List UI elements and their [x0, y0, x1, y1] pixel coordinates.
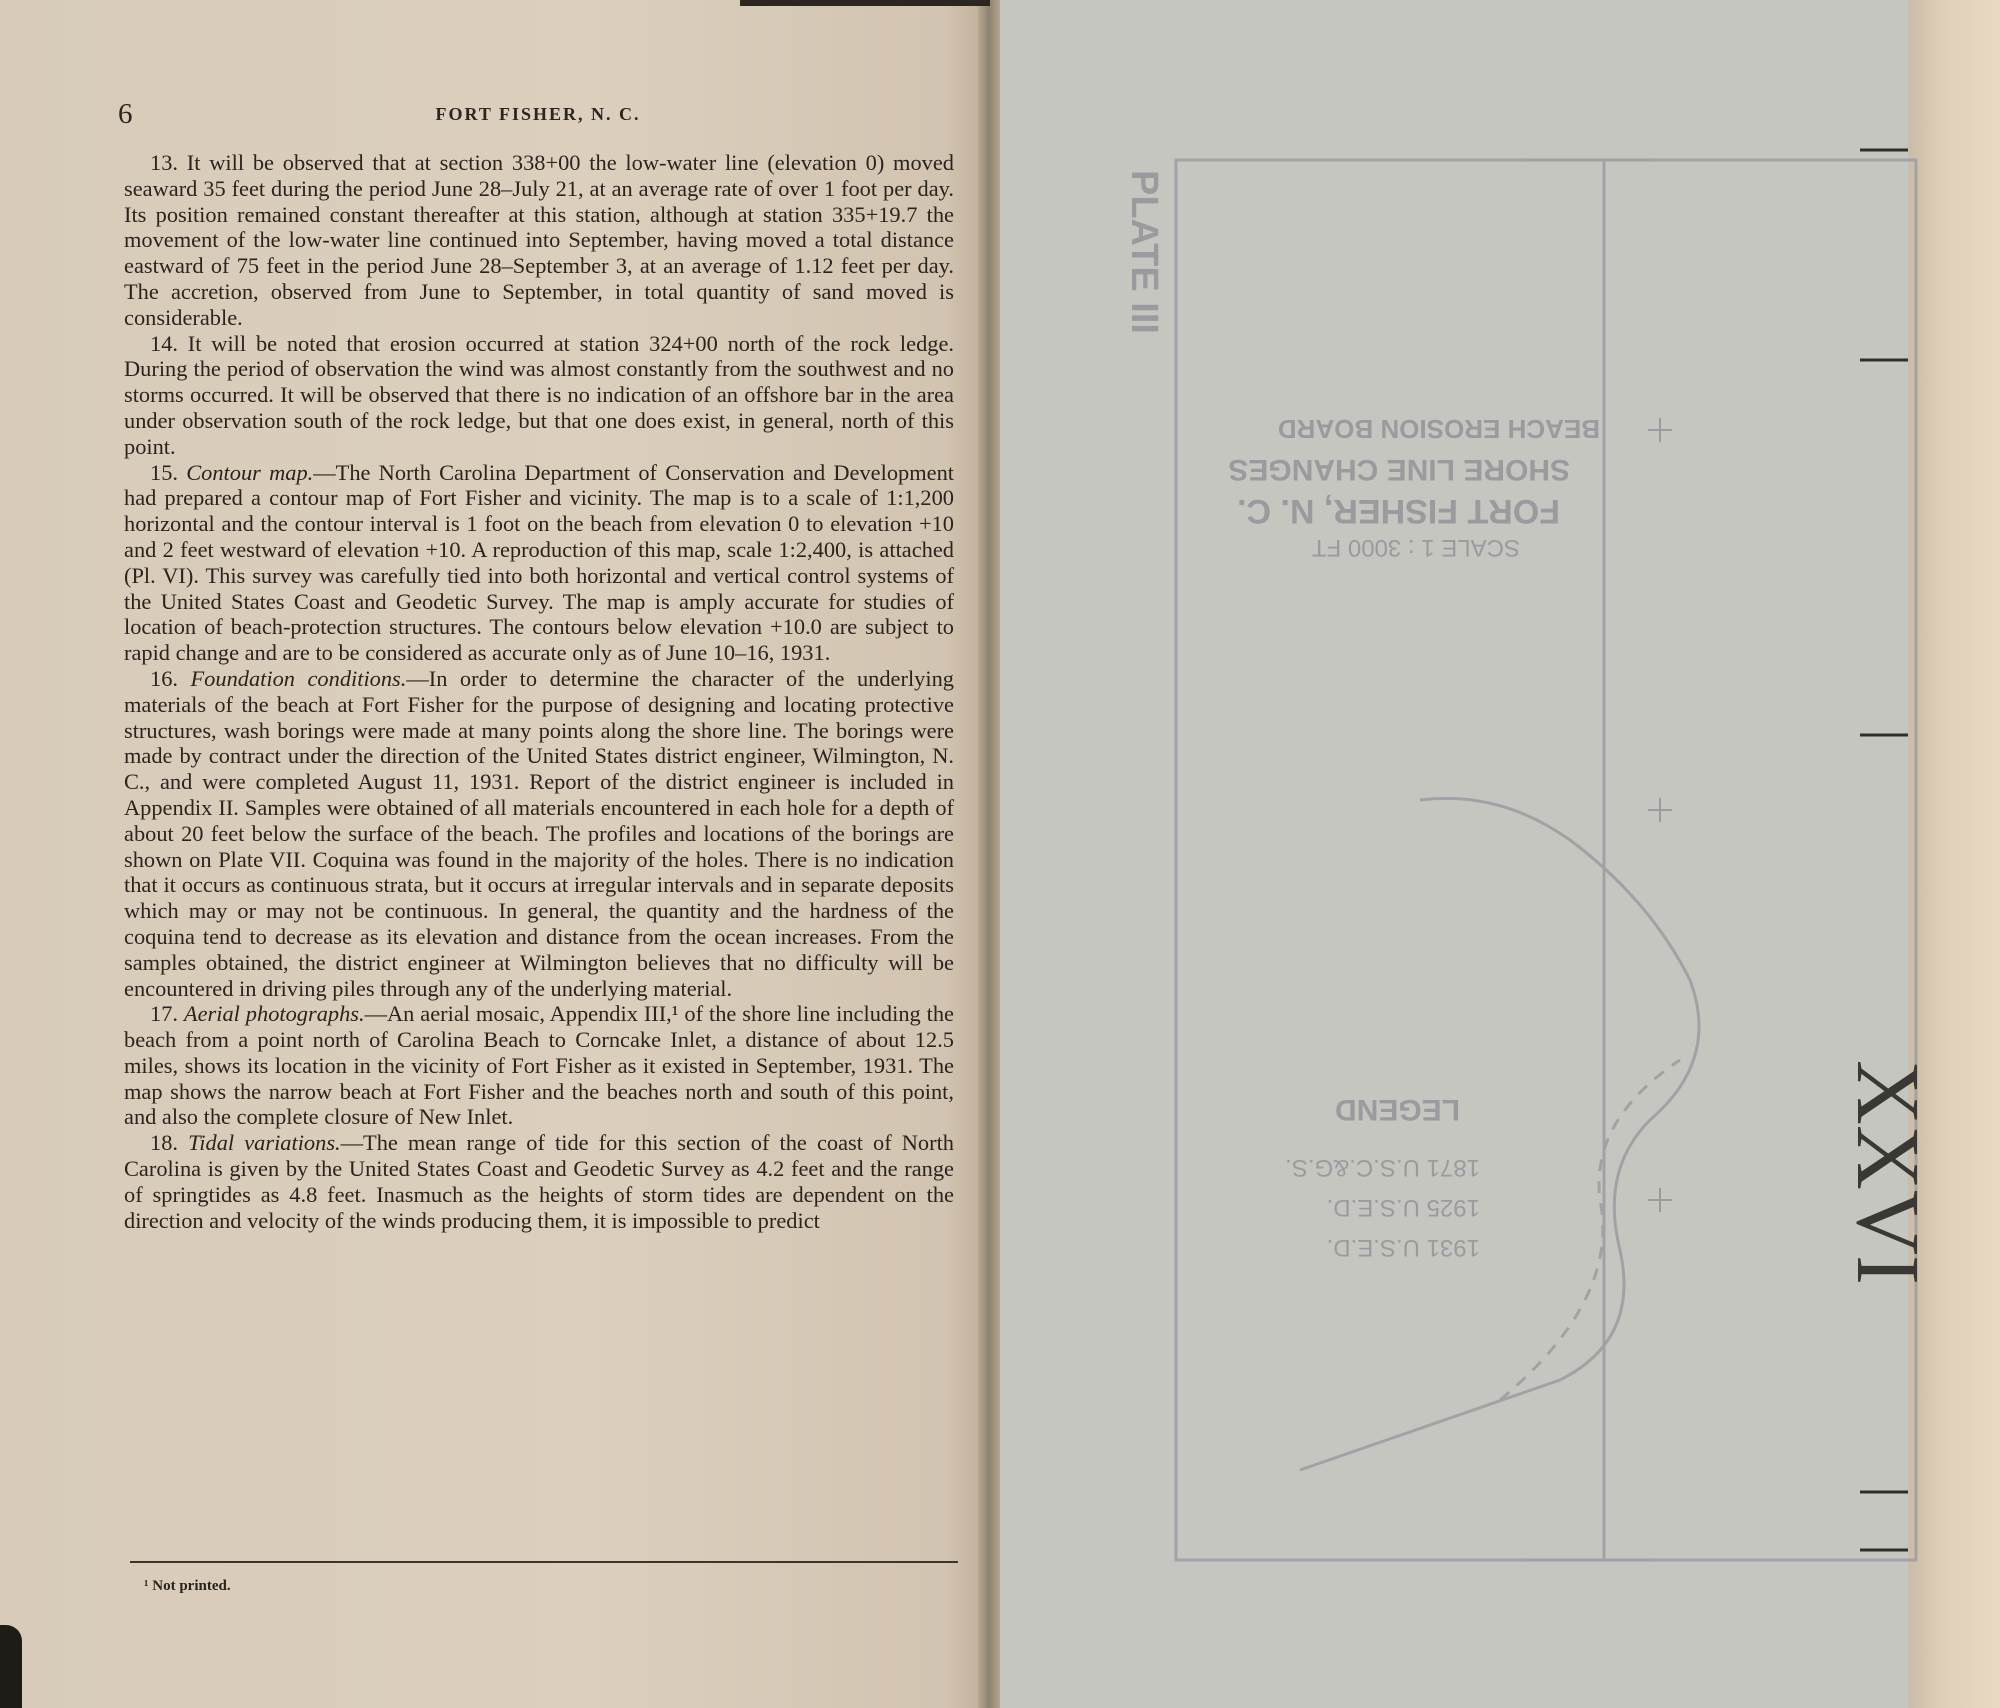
paragraph-17 — [124, 1001, 954, 1130]
legend-row: 1931 U.S.E.D. — [1326, 1234, 1480, 1261]
paragraph-text: —The North Carolina Department of Conservation and Development had prepared a contour map of Fort Fisher and vicinity. The map is to a scale of 1:1,200 horizontal and the contour interval is 1 foot on the beach from elevation 0 to elevation +10 and 2 feet westward of elevation +10. A reproduction of this map, scale 1:2,400, is attached (Pl. VI). This survey was carefully tied into both horizontal and vertical control systems of the United States Coast and Geodetic Survey. The map is amply accurate for studies of location of beach-protection structures. The contours below elevation +10.0 are subject to rapid change and are to be considered as accurate only as of June 10–16, 1931. — [124, 459, 954, 666]
margin-roman-numeral: XXVI — [1838, 1060, 1937, 1285]
plate-title-line: SCALE 1 : 3000 FT — [1311, 534, 1520, 561]
paragraph-18 — [124, 1130, 954, 1233]
paragraph-text: 13. It will be observed that at section 338+00 the low-water line (elevation 0) moved seaward 35 feet during the period June 28–July 21, at an average rate of over 1 foot per day. Its position remained constant thereafter at this station, although at station 335+19.7 the movement of the low-water line continued into September, having moved a total distance eastward of 75 feet in the period June 28–September 3, at an average of 1.12 feet per day. The accretion, observed from June to September, in total quantity of sand moved is considerable. — [124, 150, 954, 330]
paragraph-number: 17. — [150, 1001, 178, 1027]
paragraph-13 — [124, 150, 954, 331]
plate-label: PLATE III — [1123, 170, 1165, 334]
paragraph-text: —In order to determine the character of the underlying materials of the beach at Fort Fisher for the purpose of designing and locating protective structures, wash borings were made at many points along the shore line. The borings were made by contract under the direction of the United States district engineer, Wilmington, N. C., and were completed August 11, 1931. Report of the district engineer is included in Appendix II. Samples were obtained of all materials encountered in each hole for a depth of about 20 feet below the surface of the beach. The profiles and locations of the borings are shown on Plate VII. Coquina was found in the majority of the holes. There is no indication that it occurs as continuous strata, but it occurs at irregular intervals and in separate deposits which may or may not be continuous. In general, the quantity and the hardness of the coquina tend to decrease as its elevation and distance from the ocean increases. From the samples obtained, the district engineer at Wilmington believes that no difficulty will be encountered in driving piles through any of the underlying material. — [124, 665, 954, 1001]
paragraph-text: —The mean range of tide for this section of the coast of North Carolina is given by the United States Coast and Geodetic Survey as 4.2 feet and the range of springtides as 4.8 feet. Inasmuch as the heights of storm tides are dependent on the direction and velocity of the winds producing them, it is impossible to predict — [124, 1130, 955, 1233]
paragraph-heading: Foundation conditions. — [190, 665, 407, 691]
footnote: ¹ Not printed. — [144, 1578, 231, 1594]
legend-row: 1925 U.S.E.D. — [1326, 1194, 1480, 1221]
corner-shadow — [0, 1625, 22, 1708]
plate-bleedthrough — [1000, 0, 2000, 1708]
paragraph-heading: Contour map. — [186, 459, 314, 485]
paragraph-15 — [124, 460, 954, 666]
legend-title: LEGEND — [1334, 1093, 1460, 1126]
paragraph-14 — [124, 331, 954, 460]
paragraph-text: —An aerial mosaic, Appendix III,¹ of the shore line including the beach from a point north of Carolina Beach to Corncake Inlet, a distance of about 12.5 miles, shows its location in the vicinity of Fort Fisher as it existed in September, 1931. The map shows the narrow beach at Fort Fisher and the beaches north and south of this point, and also the complete closure of New Inlet. — [124, 1001, 954, 1130]
shoreline-curve-dashed — [1500, 1060, 1680, 1400]
plate-title-line: SHORE LINE CHANGES — [1228, 453, 1570, 486]
book-gutter — [978, 0, 1000, 1708]
body-text — [124, 150, 954, 1233]
plate-title-line: FORT FISHER, N. C. — [1237, 492, 1560, 530]
paragraph-number: 18. — [150, 1130, 178, 1156]
paragraph-16 — [124, 666, 954, 1001]
plate-title-line: BEACH EROSION BOARD — [1277, 414, 1600, 444]
running-head — [118, 98, 958, 138]
page-title: FORT FISHER, N. C. — [435, 104, 641, 124]
shoreline-curve — [1300, 798, 1699, 1470]
paragraph-number: 15. — [150, 459, 178, 485]
footnote-rule — [130, 1561, 958, 1563]
paragraph-heading: Tidal variations. — [188, 1130, 341, 1156]
paragraph-text: 14. It will be noted that erosion occurred at station 324+00 north of the rock ledge. During the period of observation the wind was almost constantly from the southwest and no storms occurred. It will be observed that there is no indication of an offshore bar in the area under observation south of the rock ledge, but that one does exist, in general, north of this point. — [124, 330, 954, 459]
top-edge-shadow — [740, 0, 990, 6]
page-number: 6 — [118, 98, 133, 130]
plate-frame — [1176, 160, 1916, 1560]
legend-row: 1871 U.S.C.&G.S. — [1285, 1154, 1480, 1181]
paragraph-heading: Aerial photographs. — [183, 1001, 365, 1027]
paragraph-number: 16. — [150, 665, 178, 691]
